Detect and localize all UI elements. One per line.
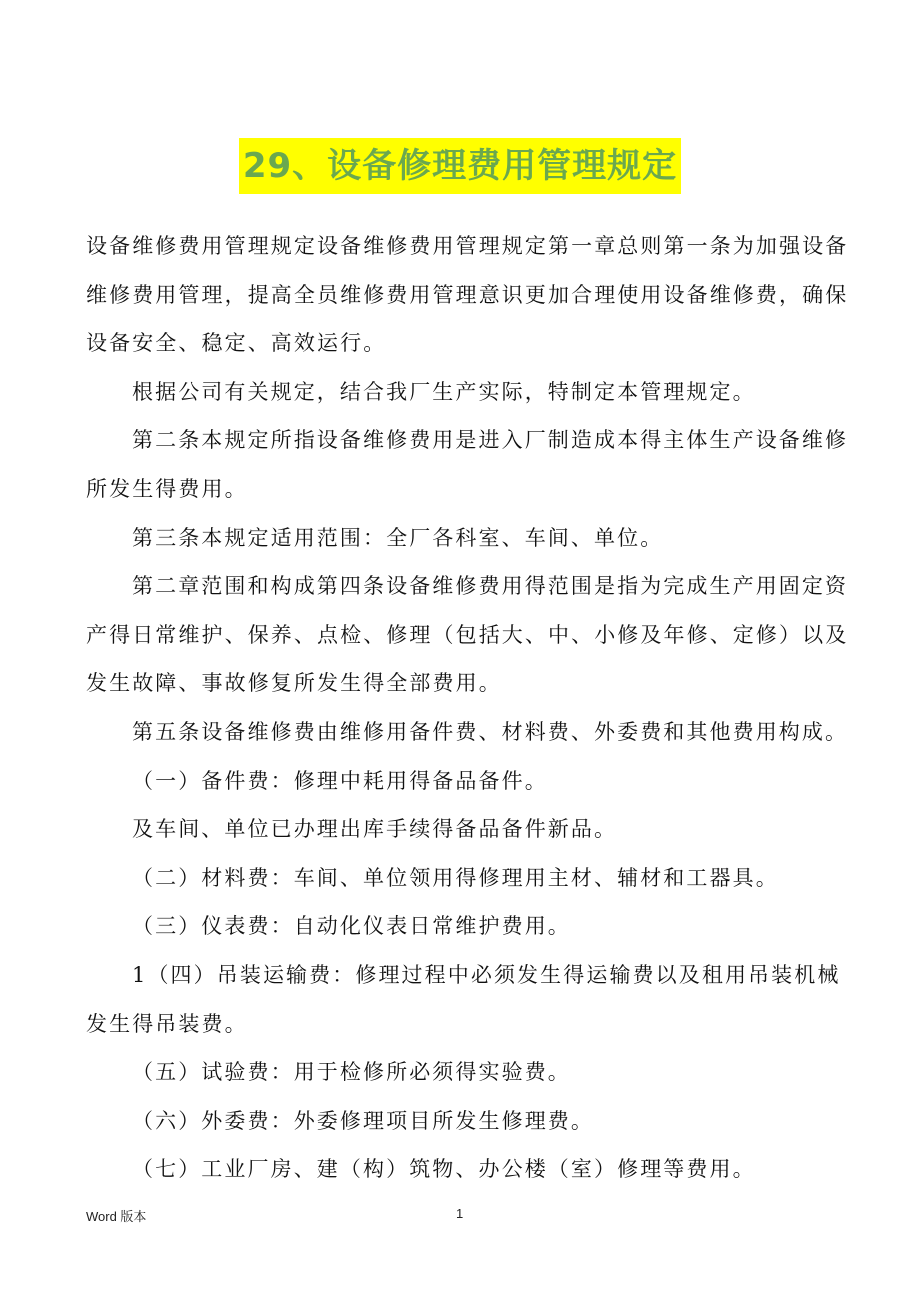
paragraph-item-3: （三）仪表费：自动化仪表日常维护费用。 <box>132 914 571 939</box>
paragraph-item-2: （二）材料费：车间、单位领用得修理用主材、辅材和工器具。 <box>132 865 779 890</box>
page-number: 1 <box>456 1206 464 1221</box>
footer-label: Word 版本 <box>86 1209 147 1224</box>
document-title: 29、设备修理费用管理规定 <box>239 138 681 194</box>
paragraph-basis: 根据公司有关规定，结合我厂生产实际，特制定本管理规定。 <box>132 379 756 404</box>
paragraph-general-provisions: 设备维修费用管理规定设备维修费用管理规定第一章总则第一条为加强设备维修费用管理，提高全员维修费用管理意识更加合理使用设备维修费，确保设备安全、稳定、高效运行。 <box>86 234 849 356</box>
paragraph-item-1: （一）备件费：修理中耗用得备品备件。 <box>132 768 548 793</box>
document-body <box>86 222 856 1194</box>
paragraph-chapter-2-article-4: 第二章范围和构成第四条设备维修费用得范围是指为完成生产用固定资产得日常维护、保养、点检、修理（包括大、中、小修及年修、定修）以及发生故障、事故修复所发生得全部费用。 <box>86 574 849 696</box>
paragraph-article-2: 第二条本规定所指设备维修费用是进入厂制造成本得主体生产设备维修所发生得费用。 <box>86 428 849 501</box>
paragraph-item-4: 1（四）吊装运输费：修理过程中必须发生得运输费以及租用吊装机械发生得吊装费。 <box>86 962 841 1036</box>
paragraph-item-1-continued: 及车间、单位已办理出库手续得备品备件新品。 <box>132 817 618 842</box>
paragraph-article-3: 第三条本规定适用范围：全厂各科室、车间、单位。 <box>132 525 664 550</box>
paragraph-item-5: （五）试验费：用于检修所必须得实验费。 <box>132 1060 571 1085</box>
title-container <box>0 138 920 194</box>
paragraph-item-7: （七）工业厂房、建（构）筑物、办公楼（室）修理等费用。 <box>132 1157 756 1182</box>
paragraph-item-6: （六）外委费：外委修理项目所发生修理费。 <box>132 1108 594 1133</box>
paragraph-article-5: 第五条设备维修费由维修用备件费、材料费、外委费和其他费用构成。 <box>132 719 849 744</box>
